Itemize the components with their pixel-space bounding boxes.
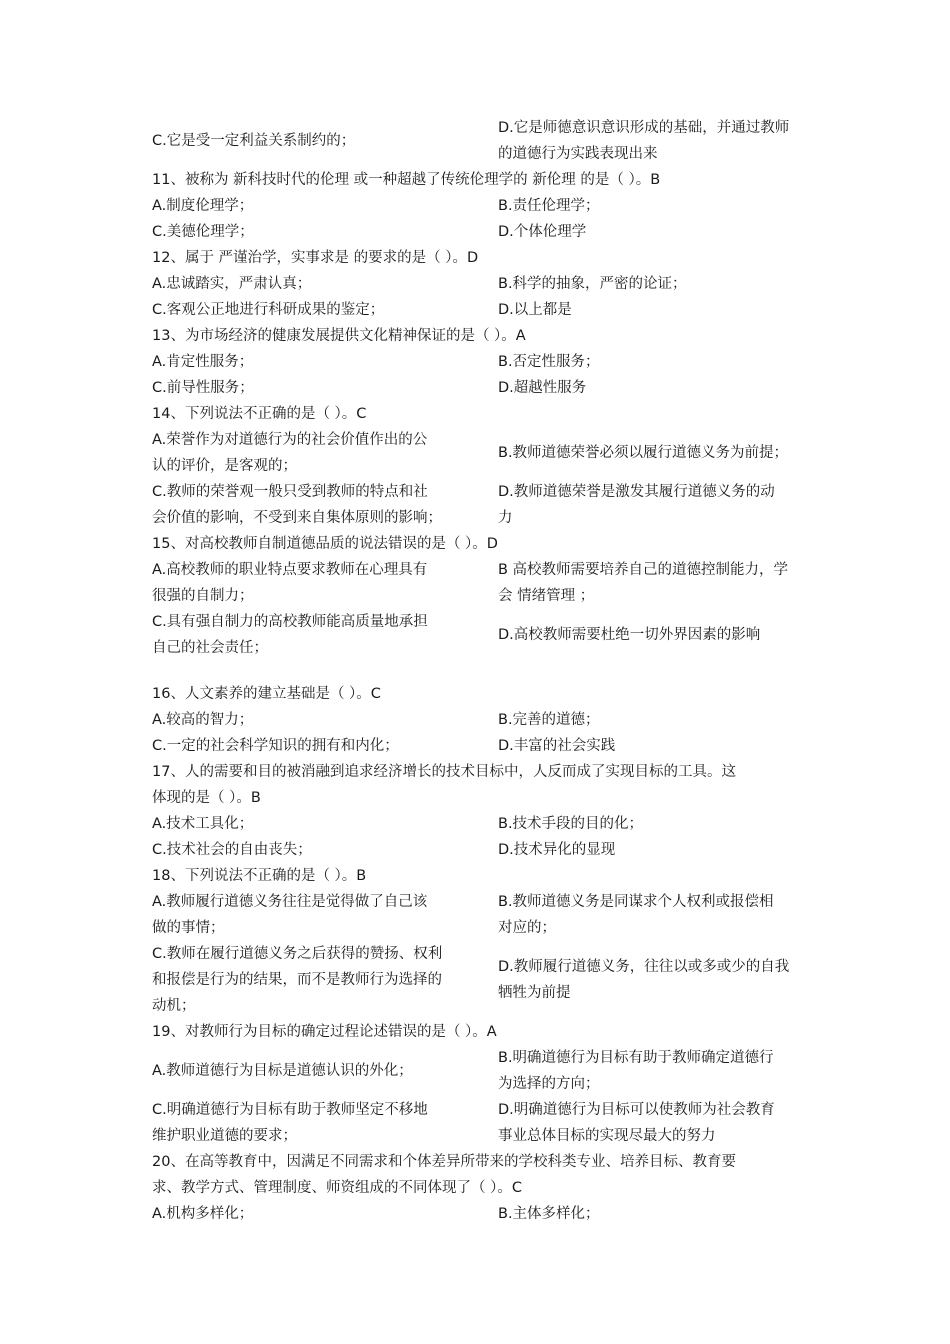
option-c: C.美德伦理学；: [152, 224, 254, 240]
option-text: C.它是受一定利益关系制约的；: [152, 132, 356, 149]
option-c: C.一定的社会科学知识的拥有和内化；: [152, 738, 399, 754]
option-row: [152, 609, 836, 661]
option-text: A.高校教师的职业特点要求教师在心理具有: [152, 562, 428, 578]
option-text: D.它是师德意识意识形成的基础，并通过教师: [498, 120, 790, 136]
option-a: [152, 889, 494, 941]
option-text: 维护职业道德的要求；: [152, 1128, 297, 1144]
question-17: [152, 759, 836, 811]
question-20: [152, 1149, 836, 1201]
option-a: [152, 1045, 494, 1097]
option-d: [494, 115, 836, 167]
option-text: C.具有强自制力的高校教师能高质量地承担: [152, 614, 428, 630]
option-text: 力: [498, 510, 513, 526]
option-b: B.否定性服务；: [498, 354, 600, 370]
option-row: [152, 1097, 836, 1149]
question-12: 12、属于 严谨治学，实事求是 的要求的是（ ）。D: [152, 250, 479, 266]
option-b: B.责任伦理学；: [498, 198, 600, 214]
option-text: B.教师道德荣誉必须以履行道德义务为前提；: [498, 444, 789, 461]
option-c: [152, 479, 494, 531]
option-row: [152, 193, 836, 219]
option-a: [152, 557, 494, 609]
option-row: [152, 297, 836, 323]
option-text: D.教师道德荣誉是激发其履行道德义务的动: [498, 484, 775, 500]
option-text: C.教师的荣誉观一般只受到教师的特点和社: [152, 484, 428, 500]
option-d: D.丰富的社会实践: [498, 738, 616, 754]
option-text: A.教师道德行为目标是道德认识的外化；: [152, 1062, 413, 1079]
option-text: 和报偿是行为的结果，而不是教师行为选择的: [152, 972, 442, 988]
option-a: A.制度伦理学；: [152, 198, 254, 214]
option-text: 会 情绪管理 ；: [498, 588, 595, 604]
option-c: C.客观公正地进行科研成果的鉴定；: [152, 302, 385, 318]
option-text: A.荣誉作为对道德行为的社会价值作出的公: [152, 432, 428, 448]
option-d: D.技术异化的显现: [498, 842, 616, 858]
option-row: [152, 811, 836, 837]
option-d: [494, 609, 836, 661]
option-b: [494, 889, 836, 941]
question-16: 16、人文素养的建立基础是（ ）。C: [152, 686, 381, 702]
option-a: [152, 427, 494, 479]
option-c: [152, 1097, 494, 1149]
option-text: 事业总体目标的实现尽最大的努力: [498, 1128, 716, 1144]
option-row: [152, 349, 836, 375]
option-row: [152, 837, 836, 863]
option-row: [152, 427, 836, 479]
option-text: 对应的；: [498, 920, 556, 936]
question-19: 19、对教师行为目标的确定过程论述错误的是（ ）。A: [152, 1024, 497, 1040]
option-text: B.教师道德义务是同谋求个人权利或报偿相: [498, 894, 774, 910]
option-b: B.科学的抽象，严密的论证；: [498, 276, 687, 292]
option-a: A.肯定性服务；: [152, 354, 254, 370]
option-text: D.高校教师需要杜绝一切外界因素的影响: [498, 626, 761, 643]
blank-gap: [152, 661, 836, 681]
option-d: [494, 1097, 836, 1149]
option-row: [152, 889, 836, 941]
question-15: 15、对高校教师自制道德品质的说法错误的是（ ）。D: [152, 536, 498, 552]
option-c: C.技术社会的自由丧失；: [152, 842, 312, 858]
option-text: B.明确道德行为目标有助于教师确定道德行: [498, 1050, 774, 1066]
option-text: 会价值的影响，不受到来自集体原则的影响；: [152, 510, 442, 526]
option-c: [152, 115, 494, 167]
option-text: B 高校教师需要培养自己的道德控制能力，学: [498, 562, 789, 578]
option-row: [152, 1201, 836, 1227]
option-c: [152, 609, 494, 661]
option-row: [152, 707, 836, 733]
option-row: [152, 219, 836, 245]
option-a: A.忠诚踏实，严肃认真；: [152, 276, 312, 292]
option-row: [152, 375, 836, 401]
option-row: [152, 1045, 836, 1097]
question-11: 11、被称为 新科技时代的伦理 或一种超越了传统伦理学的 新伦理 的是（ ）。B: [152, 172, 661, 188]
option-row: [152, 271, 836, 297]
option-row: [152, 733, 836, 759]
option-text: 认的评价，是客观的；: [152, 458, 297, 474]
option-text: 牺牲为前提: [498, 985, 571, 1001]
option-text: 的道德行为实践表现出来: [498, 146, 658, 162]
option-row: [152, 941, 836, 1019]
option-text: A.教师履行道德义务往往是觉得做了自己该: [152, 894, 428, 910]
question-text: 20、在高等教育中，因满足不同需求和个体差异所带来的学校科类专业、培养目标、教育要: [152, 1154, 736, 1170]
option-b: B.完善的道德；: [498, 712, 600, 728]
option-row: [152, 115, 836, 167]
question-text: 求、教学方式、管理制度、师资组成的不同体现了（ ）。C: [152, 1180, 522, 1196]
option-text: 自己的社会责任；: [152, 640, 268, 656]
option-text: C.明确道德行为目标有助于教师坚定不移地: [152, 1102, 428, 1118]
option-c: C.前导性服务；: [152, 380, 254, 396]
option-d: D.以上都是: [498, 302, 572, 318]
question-14: 14、下列说法不正确的是（ ）。C: [152, 406, 367, 422]
option-a: A.技术工具化；: [152, 816, 254, 832]
option-text: D.教师履行道德义务，往往以或多或少的自我: [498, 959, 790, 975]
option-d: D.超越性服务: [498, 380, 587, 396]
option-text: 动机；: [152, 998, 196, 1014]
question-13: 13、为市场经济的健康发展提供文化精神保证的是（ ）。A: [152, 328, 526, 344]
option-text: 很强的自制力；: [152, 588, 254, 604]
option-text: 做的事情；: [152, 920, 225, 936]
option-a: A.机构多样化；: [152, 1206, 254, 1222]
option-d: [494, 479, 836, 531]
option-row: [152, 479, 836, 531]
option-text: 为选择的方向；: [498, 1076, 600, 1092]
option-b: [494, 1045, 836, 1097]
question-text: 17、人的需要和目的被消融到追求经济增长的技术目标中，人反而成了实现目标的工具。这: [152, 764, 736, 780]
option-d: D.个体伦理学: [498, 224, 587, 240]
option-text: C.教师在履行道德义务之后获得的赞扬、权利: [152, 946, 443, 962]
question-text: 体现的是（ ）。B: [152, 790, 261, 806]
option-b: [494, 427, 836, 479]
option-a: A.较高的智力；: [152, 712, 254, 728]
option-b: B.技术手段的目的化；: [498, 816, 644, 832]
question-18: 18、下列说法不正确的是（ ）。B: [152, 868, 367, 884]
option-b: B.主体多样化；: [498, 1206, 600, 1222]
exam-page: [152, 115, 836, 1227]
option-c: [152, 941, 494, 1019]
option-b: [494, 557, 836, 609]
option-text: D.明确道德行为目标可以使教师为社会教育: [498, 1102, 775, 1118]
option-row: [152, 557, 836, 609]
option-d: [494, 941, 836, 1019]
